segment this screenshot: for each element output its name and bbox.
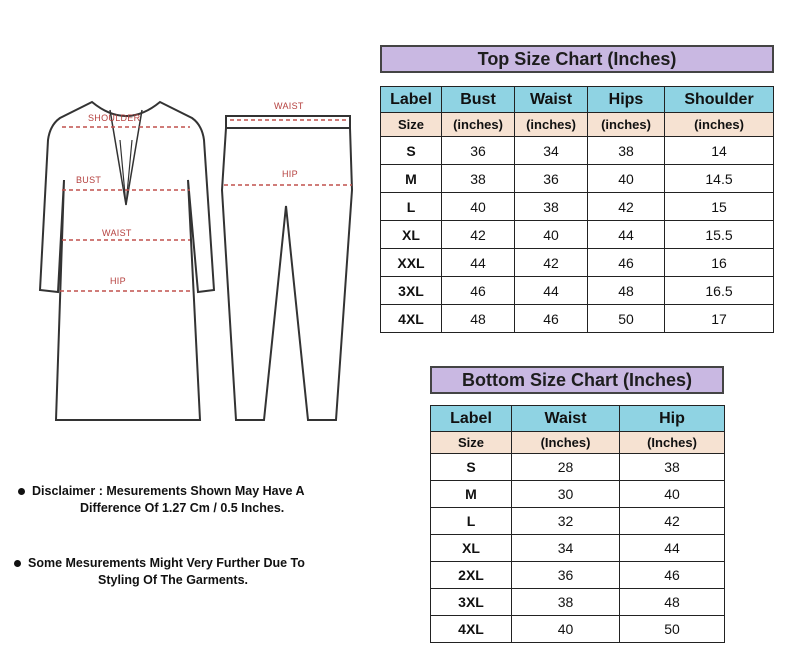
- kurta-waist-label: WAIST: [102, 228, 132, 238]
- bottom-table-cell-size: 4XL: [431, 616, 512, 643]
- top-table-cell-bust: 46: [442, 277, 515, 305]
- kurta-measure-lines: [60, 127, 192, 291]
- top-header-shoulder: Shoulder: [665, 87, 774, 113]
- top-table-cell-shoulder: 17: [665, 305, 774, 333]
- top-table-cell-shoulder: 14: [665, 137, 774, 165]
- top-table-row: [381, 221, 774, 249]
- bottom-table-row: [431, 535, 725, 562]
- top-table-cell-hips: 42: [588, 193, 665, 221]
- top-table-cell-shoulder: 14.5: [665, 165, 774, 193]
- top-table-cell-shoulder: 16.5: [665, 277, 774, 305]
- top-unit-shoulder: (inches): [665, 113, 774, 137]
- top-chart-title: Top Size Chart (Inches): [380, 45, 774, 73]
- top-table-cell-size: S: [381, 137, 442, 165]
- styling-note: [28, 555, 398, 589]
- top-table-cell-hips: 46: [588, 249, 665, 277]
- bottom-table-cell-waist: 40: [512, 616, 620, 643]
- bottom-table-cell-hip: 44: [620, 535, 725, 562]
- top-table-row: [381, 305, 774, 333]
- top-size-table: [380, 86, 774, 333]
- top-table-cell-bust: 48: [442, 305, 515, 333]
- top-table-cell-size: 4XL: [381, 305, 442, 333]
- top-table-row: [381, 137, 774, 165]
- styling-bullet: [14, 560, 21, 567]
- top-header-bust: Bust: [442, 87, 515, 113]
- top-table-cell-shoulder: 16: [665, 249, 774, 277]
- bottom-unit-size: Size: [431, 432, 512, 454]
- top-table-cell-size: 3XL: [381, 277, 442, 305]
- top-table-row: [381, 165, 774, 193]
- bottom-table-row: [431, 454, 725, 481]
- pant-drawing: [222, 116, 352, 420]
- bottom-table-cell-waist: 28: [512, 454, 620, 481]
- top-table-cell-waist: 34: [515, 137, 588, 165]
- top-table-row: [381, 249, 774, 277]
- top-table-cell-bust: 42: [442, 221, 515, 249]
- top-table-cell-waist: 36: [515, 165, 588, 193]
- bottom-table-cell-waist: 38: [512, 589, 620, 616]
- top-table-cell-size: XL: [381, 221, 442, 249]
- top-table-cell-bust: 44: [442, 249, 515, 277]
- bottom-header-label: Label: [431, 406, 512, 432]
- top-unit-size: Size: [381, 113, 442, 137]
- top-table-cell-waist: 44: [515, 277, 588, 305]
- bottom-table-row: [431, 616, 725, 643]
- bottom-table-cell-hip: 40: [620, 481, 725, 508]
- bottom-table-cell-hip: 42: [620, 508, 725, 535]
- bottom-table-cell-waist: 30: [512, 481, 620, 508]
- bottom-table-cell-size: XL: [431, 535, 512, 562]
- top-table-cell-shoulder: 15.5: [665, 221, 774, 249]
- bottom-table-cell-hip: 48: [620, 589, 725, 616]
- bottom-table-cell-size: L: [431, 508, 512, 535]
- top-table-cell-size: XXL: [381, 249, 442, 277]
- bottom-size-table: [430, 405, 725, 643]
- top-header-waist: Waist: [515, 87, 588, 113]
- bottom-table-cell-size: 2XL: [431, 562, 512, 589]
- bottom-chart-title: Bottom Size Chart (Inches): [430, 366, 724, 394]
- styling-line-1: Some Mesurements Might Very Further Due To: [28, 556, 305, 570]
- top-table-row: [381, 277, 774, 305]
- top-table-cell-bust: 36: [442, 137, 515, 165]
- shoulder-label: SHOULDER: [88, 113, 141, 123]
- top-table-cell-hips: 48: [588, 277, 665, 305]
- bottom-unit-hip: (Inches): [620, 432, 725, 454]
- kurta-drawing: [40, 102, 214, 420]
- bottom-table-cell-size: M: [431, 481, 512, 508]
- bottom-table-cell-waist: 34: [512, 535, 620, 562]
- top-table-cell-hips: 44: [588, 221, 665, 249]
- bottom-unit-waist: (Inches): [512, 432, 620, 454]
- kurta-placket: [120, 140, 132, 205]
- bottom-table-cell-size: S: [431, 454, 512, 481]
- disclaimer-line-2: Difference Of 1.27 Cm / 0.5 Inches.: [80, 501, 285, 515]
- garment-illustration: [0, 0, 380, 440]
- pant-hip-label: HIP: [282, 169, 298, 179]
- top-table-cell-waist: 46: [515, 305, 588, 333]
- top-header-label: Label: [381, 87, 442, 113]
- disclaimer-bullet: [18, 488, 25, 495]
- bottom-table-cell-size: 3XL: [431, 589, 512, 616]
- bottom-header-hip: Hip: [620, 406, 725, 432]
- bottom-table-row: [431, 508, 725, 535]
- top-unit-hips: (inches): [588, 113, 665, 137]
- top-unit-waist: (inches): [515, 113, 588, 137]
- pant-waist-label: WAIST: [274, 101, 304, 111]
- top-table-cell-bust: 40: [442, 193, 515, 221]
- bottom-table-row: [431, 481, 725, 508]
- top-table-cell-shoulder: 15: [665, 193, 774, 221]
- pant-waistband: [226, 116, 350, 128]
- top-unit-bust: (inches): [442, 113, 515, 137]
- top-table-row: [381, 193, 774, 221]
- styling-line-2: Styling Of The Garments.: [98, 573, 249, 587]
- top-table-cell-waist: 42: [515, 249, 588, 277]
- kurta-hip-label: HIP: [110, 276, 126, 286]
- top-table-cell-waist: 38: [515, 193, 588, 221]
- bottom-table-cell-hip: 50: [620, 616, 725, 643]
- disclaimer-note: [32, 483, 392, 517]
- top-header-hips: Hips: [588, 87, 665, 113]
- top-table-cell-size: L: [381, 193, 442, 221]
- bottom-table-row: [431, 562, 725, 589]
- bottom-table-cell-waist: 32: [512, 508, 620, 535]
- bottom-table-cell-waist: 36: [512, 562, 620, 589]
- top-table-cell-waist: 40: [515, 221, 588, 249]
- top-table-cell-bust: 38: [442, 165, 515, 193]
- top-table-cell-hips: 38: [588, 137, 665, 165]
- bottom-table-cell-hip: 46: [620, 562, 725, 589]
- top-table-cell-size: M: [381, 165, 442, 193]
- top-table-cell-hips: 40: [588, 165, 665, 193]
- bottom-header-waist: Waist: [512, 406, 620, 432]
- bottom-table-row: [431, 589, 725, 616]
- bottom-table-cell-hip: 38: [620, 454, 725, 481]
- disclaimer-line-1: Disclaimer : Mesurements Shown May Have A: [32, 484, 305, 498]
- bust-label: BUST: [76, 175, 102, 185]
- kurta-outline: [40, 102, 214, 420]
- top-table-cell-hips: 50: [588, 305, 665, 333]
